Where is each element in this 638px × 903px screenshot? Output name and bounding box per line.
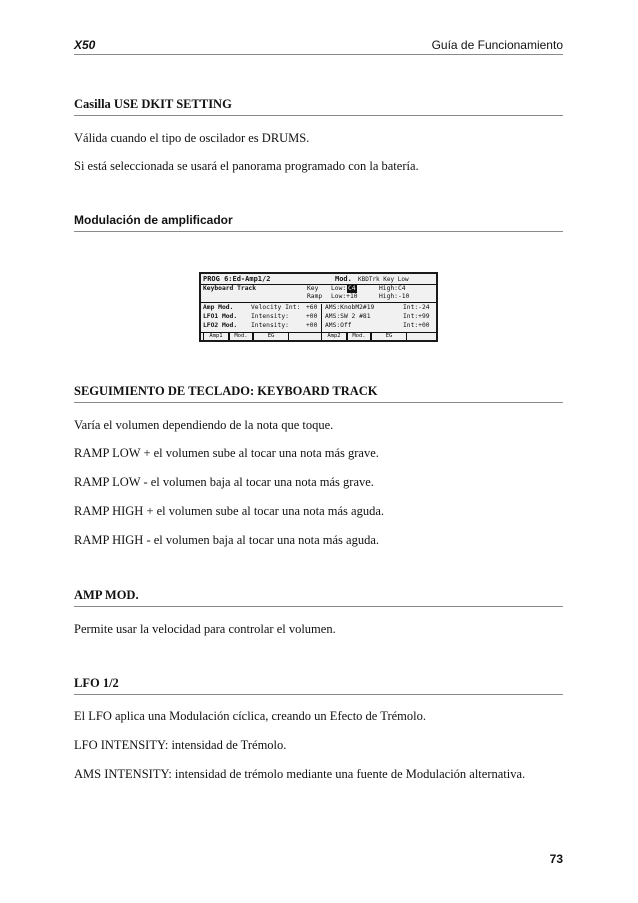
lcd-ramp: Ramp xyxy=(307,293,323,300)
lcd-mod-label: Mod. xyxy=(335,275,352,283)
paragraph: Si está seleccionada se usará el panorama programado con la batería. xyxy=(74,159,419,173)
paragraph: El LFO aplica una Modulación cíclica, creando un Efecto de Trémolo. xyxy=(74,709,426,723)
lcd-row-value: +00 xyxy=(306,322,318,329)
lcd-row-name: LFO2 Mod. xyxy=(203,322,238,329)
lcd-ramp-high: High:-10 xyxy=(379,293,410,300)
section-heading-amp-mod: AMP MOD. xyxy=(74,588,563,607)
lcd-keyboard-track-row xyxy=(203,285,434,293)
lcd-tab-bar xyxy=(201,332,436,341)
lcd-row-name: LFO1 Mod. xyxy=(203,313,238,320)
section-heading-lfo: LFO 1/2 xyxy=(74,676,563,695)
paragraph: RAMP HIGH - el volumen baja al tocar una nota más aguda. xyxy=(74,533,380,547)
paragraph: RAMP HIGH + el volumen sube al tocar una nota más aguda. xyxy=(74,504,384,518)
section-heading-dkit: Casilla USE DKIT SETTING xyxy=(74,97,563,116)
lcd-title-bar xyxy=(201,274,436,285)
lcd-row-name: Amp Mod. xyxy=(203,304,234,311)
lcd-row-param: Intensity: xyxy=(251,322,289,329)
lcd-title: PROG 6:Ed-Amp1/2 xyxy=(203,275,271,283)
lcd-tab-eg: EG xyxy=(253,333,289,341)
page-header xyxy=(74,38,563,55)
lcd-low-value: C4 xyxy=(348,285,356,292)
lcd-ramp-row xyxy=(203,293,434,301)
section-heading-keyboard-track: SEGUIMIENTO DE TECLADO: KEYBOARD TRACK xyxy=(74,384,563,403)
lcd-row-int: Int:+99 xyxy=(403,313,430,320)
lcd-amp-mod-row xyxy=(203,304,434,312)
lcd-row-ams: AMS:SW 2 #81 xyxy=(325,313,371,320)
lcd-mod-sub: KBDTrk Key Low xyxy=(358,276,409,283)
lcd-tab-amp2: Amp2 xyxy=(321,333,347,341)
lcd-row-param: Intensity: xyxy=(251,313,289,320)
lcd-row-param: Velocity Int: xyxy=(251,304,301,311)
paragraph: RAMP LOW - el volumen baja al tocar una nota más grave. xyxy=(74,475,374,489)
lcd-row-ams: AMS:KnobM2#19 xyxy=(325,304,375,311)
paragraph: RAMP LOW + el volumen sube al tocar una nota más grave. xyxy=(74,446,379,460)
lcd-ramp-low: Low:+10 xyxy=(331,293,358,300)
lcd-tab-eg2: EG xyxy=(371,333,407,341)
header-model: X50 xyxy=(74,38,96,52)
lcd-lfo1-row xyxy=(203,313,434,321)
lcd-key: Key xyxy=(307,285,319,292)
lcd-row-int: Int:-24 xyxy=(403,304,430,311)
lcd-separator xyxy=(201,302,436,303)
lcd-tab-mod2: Mod. xyxy=(347,333,371,341)
header-guide-title: Guía de Funcionamiento xyxy=(431,38,563,52)
lcd-high-key: High:C4 xyxy=(379,285,406,292)
lcd-row-ams: AMS:Off xyxy=(325,322,352,329)
lcd-kt-label: Keyboard Track xyxy=(203,285,257,292)
page-number: 73 xyxy=(549,852,563,866)
lcd-row-value: +60 xyxy=(306,304,318,311)
lcd-tab-mod: Mod. xyxy=(229,333,253,341)
lcd-row-value: +00 xyxy=(306,313,318,320)
paragraph: Varía el volumen dependiendo de la nota que toque. xyxy=(74,418,334,432)
lcd-tab-amp1: Amp1 xyxy=(203,333,229,341)
lcd-screenshot xyxy=(199,272,438,342)
lcd-low-key: Low: xyxy=(331,285,347,292)
lcd-lfo2-row xyxy=(203,322,434,330)
paragraph: AMS INTENSITY: intensidad de trémolo mediante una fuente de Modulación alternativa. xyxy=(74,767,526,781)
lcd-row-int: Int:+00 xyxy=(403,322,430,329)
paragraph: Permite usar la velocidad para controlar el volumen. xyxy=(74,622,336,636)
section-heading-amp-modulation: Modulación de amplificador xyxy=(74,213,563,232)
paragraph: Válida cuando el tipo de oscilador es DRUMS. xyxy=(74,131,310,145)
paragraph: LFO INTENSITY: intensidad de Trémolo. xyxy=(74,738,287,752)
